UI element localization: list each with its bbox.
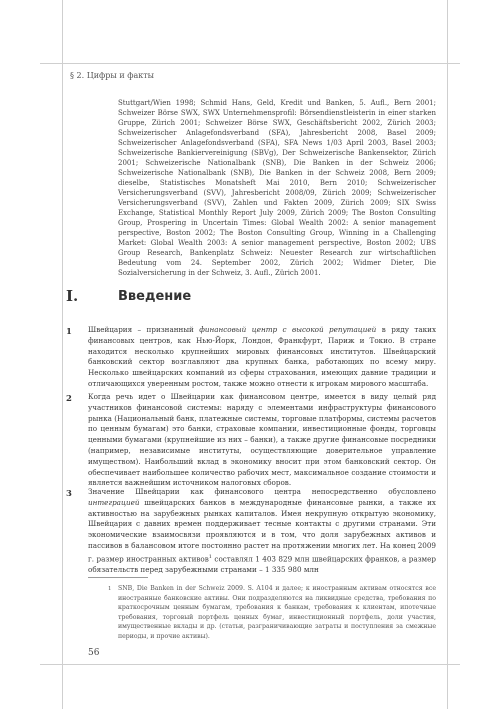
paragraph-3	[88, 487, 436, 576]
paragraph-text: Значение Швейцарии как финансового центра непосредственно обусловлено	[88, 487, 436, 496]
header-rule	[40, 63, 460, 64]
paragraph-number: 1	[66, 327, 72, 337]
paragraph-number: 3	[66, 489, 72, 499]
page-number: 56	[88, 648, 100, 658]
running-header: § 2. Цифры и факты	[70, 71, 155, 80]
footnote-rule	[88, 577, 148, 578]
bibliography-text: Stuttgart/Wien 1998; Schmid Hans, Geld, Kredit und Banken, 5. Aufl., Bern 2001; Schweizer Börse SWX, SWX Unternehmensprofil: Börsendienstleisterin in einer starken Gruppe, Zürich 2001; Schweizer Börse SWX, Geschäftsbericht 2002, Zürich 2003; Schweizerischer Anlagefondsverband (SFA), Jahresbericht 2008, Basel 2009; Schweizerischer Anlagefondsverband (SFA), SFA News 1/03 April 2003, Basel 2003; Schweizerische Bankiervereinigung (SBVg), Der Schweizerische Bankensektor, Zürich 2001; Schweizerische Nationalbank (SNB), Die Banken in der Schweiz 2006; Schweizerische Nationalbank (SNB), Die Banken in der Schweiz 2008, Bern 2009; dieselbe, Statistisches Monatsheft Mai 2010, Bern 2010; Schweizerischer Versicherungsverband (SVV), Jahresbericht 2008/09, Zürich 2009; Schweizerischer Versicherungsverband (SVV), Zahlen und Fakten 2009, Zürich 2009; SIX Swiss Exchange, Statistical Monthly Report July 2009, Zürich 2009; The Boston Consulting Group, Prospering in Uncertain Times: Global Wealth 2002: A senior management perspective, Boston 2002; The Boston Consulting Group, Winning in a Challenging Market: Global Wealth 2003: A senior management perspective, Boston 2002; UBS Group Research, Bankenplatz Schweiz: Neuester Research zur wirtschaftlichen Bedeutung vom 24. September 2002, Zürich 2002; Widmer Dieter, Die Sozialversicherung in der Schweiz, 3. Aufl., Zürich 2001.	[118, 99, 436, 277]
footer-rule	[40, 664, 460, 665]
paragraph-number: 2	[66, 394, 72, 404]
margin-line-left	[62, 0, 63, 709]
paragraph-2	[88, 392, 436, 489]
paragraph-text: в ряду таких финансовых центров, как Нью-Йорк, Лондон, Франкфурт, Париж и Токио. В стране находится несколько крупнейших мировых финансовых институтов. Швейцарский банковский сектор возглавляют два крупных банка, работающих по всему миру. Несколько швейцарских компаний из сферы страхования, имеющих давние традиции и отличающихся уверенным ростом, также можно отнести к игрокам мирового масштаба.	[88, 325, 436, 388]
footnote-ref: 1	[208, 553, 212, 560]
margin-line-right	[447, 0, 448, 709]
paragraph-text: Швейцария – признанный	[88, 325, 200, 334]
paragraph-text: составлял 1 403 829 млн швейцарских франков, а размер обязательств перед зарубежными странами – 1 335 980 млн	[88, 554, 436, 574]
paragraph-emphasis: финансовый центр с высокой репутацией	[199, 325, 377, 334]
footnote-text: SNB, Die Banken in der Schweiz 2009. S. A104 и далее; к иностранным активам относятся все иностранные банковские активы. Они подразделяются на ликвидные средства, требования по краткосрочным ценным бумагам, требования к банкам, требования к клиентам, ипотечные требования, торговый портфель ценных бумаг, инвестиционный портфель, доли участия, имущественные вклады и др. (статьи, разграничивающие затраты и поступления за смежные периоды, и прочие активы).	[118, 585, 436, 640]
section-number: I.	[66, 287, 79, 305]
footnote-number: 1	[108, 586, 112, 592]
paragraph-text: Когда речь идет о Швейцарии как финансовом центре, имеется в виду целый ряд участников финансовой системы: наряду с элементами инфраструктуры финансового рынка (Национальный банк, платежные системы, торговые платформы, системы расчетов по ценным бумагам) это банки, страховые компании, инвестиционные фонды, торговцы ценными бумагами (крупнейшие из них – банки), а также другие финансовые посредники (например, независимые институты, осуществляющие доверительное управление имуществом). Наибольший вклад в экономику вносит при этом банковский сектор. Он обеспечивает наибольшее количество рабочих мест, максимальное создание стоимости и является важнейшим источником налоговых сборов.	[88, 392, 436, 488]
section-title: Введение	[118, 289, 192, 304]
paragraph-emphasis: интеграцией	[88, 497, 140, 507]
paragraph-1	[88, 325, 436, 390]
paragraph-text: швейцарских банков в международные финансовые рынки, а также их активностью на зарубежных рынках капиталов. Имея некрупную открытую экономику, Швейцария с давних времен поддерживает тесные контакты с другими странами. Эти экономические взаимосвязи проявляются и в том, что доля зарубежных активов и пассивов в балансовом итоге постоянно растет на протяжении многих лет. На конец 2009 г. размер иностранных активов	[88, 497, 436, 564]
